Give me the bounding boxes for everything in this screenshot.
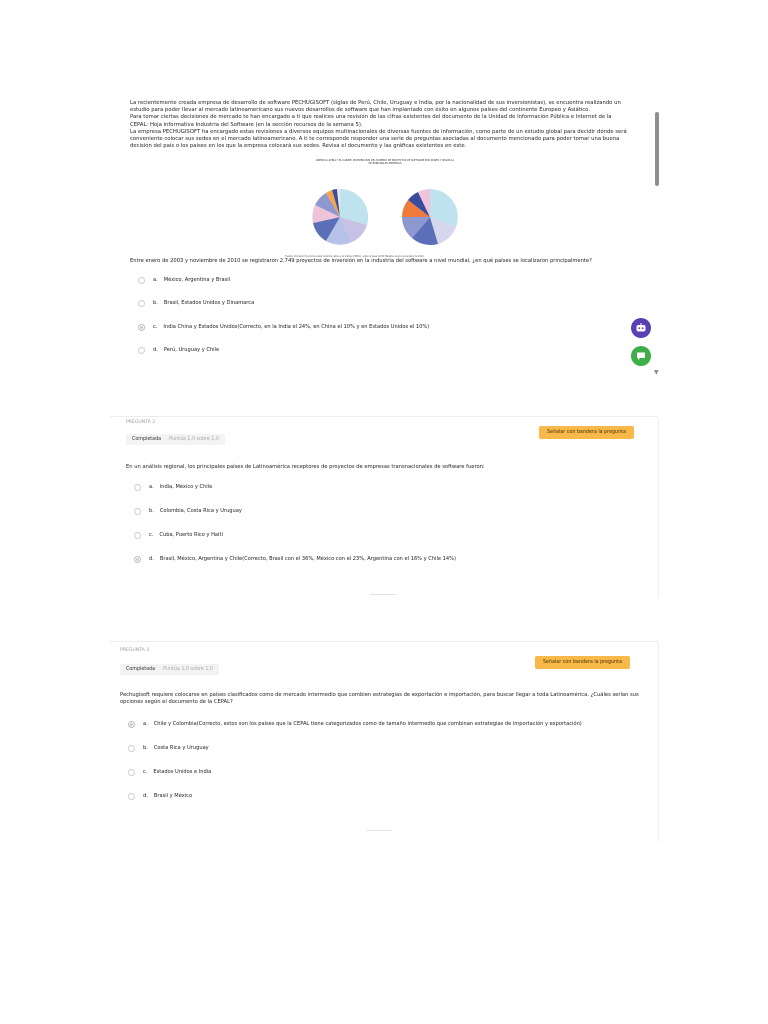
chat-button[interactable] [631,318,651,338]
figure-source: Fuente: Comisión Económica para América Latina y el Caribe (CEPAL), sobre la base de fDi Markets, enero-noviembre de 2010. [285,255,425,258]
option-c[interactable] [134,532,223,539]
points-text: Puntúa 1,0 sobre 1,0 [169,437,219,442]
pie-chart-left [312,189,368,245]
option-d[interactable] [128,793,192,800]
question-1-panel [110,92,658,392]
message-icon [635,350,647,362]
question-number: PREGUNTA 3 [120,648,150,653]
option-a[interactable] [134,484,212,491]
chat-bot-icon [635,322,647,334]
option-text: Brasil, Estados Unidos y Dinamarca [163,300,255,306]
option-c[interactable] [138,324,429,331]
question-3-text: Pechugisoft requiere colocarse en países clasificados como de mercado intermedio que combien estrategias de exportación e importación, para buscar llegar a toda Latinoamérica. ¿Cuáles serían sus opciones según el documento de la CEPAL? [120,692,639,705]
intro-paragraph: Para tomar ciertas decisiones de mercado te han encargado a ti que realices una revisión de las cifras existentes del documento de la Unidad de Información Pública e Internet de la CEPAL: Hoja informativa Industria del Software (en la sección recursos de la semana 5). [130,114,612,128]
radio-button-selected[interactable] [134,556,141,563]
status-text: Completada [126,667,156,672]
question-2-text: En un análisis regional, los principales países de Latinoamérica receptores de proyectos de empresas transnacionales de software fueron: [126,464,485,470]
divider [110,416,658,417]
option-text: Perú, Uruguay y Chile [163,347,220,353]
radio-button[interactable] [128,745,135,752]
option-letter: a. [153,277,158,283]
question-2-panel [110,418,658,598]
option-letter: d. [143,793,148,799]
option-d[interactable] [138,347,219,354]
option-b[interactable] [128,745,209,752]
option-text: India, México y Chile [159,484,213,490]
option-text: Brasil y México [153,793,193,799]
option-b[interactable] [138,300,254,307]
option-text: México, Argentina y Brasil [163,277,231,283]
option-letter: a. [143,721,148,727]
question-1-intro [130,100,628,150]
option-text: Cuba, Puerto Rico y Haití [159,532,223,538]
option-letter: c. [153,324,158,330]
option-letter: b. [153,300,158,306]
pie-charts-figure [285,159,485,259]
pie-charts-svg [285,169,485,259]
option-text: Costa Rica y Uruguay [153,745,209,751]
intro-paragraph: La empresa PECHUGISOFT ha encargado estas revisiones a diversos equipos multinacionales de diversas fuentes de información, como parte de un estudio global para decidir dónde será conveniente colocar sus sedes en el mercado latinoamericano. A ti te corresponde responder una serie de preguntas asociadas al documento mencionado para poder tomar una buena decisión del país o los países en los que la empresa colocará sus sedes. Revisa el documento y las gráficas existentes en este. [130,128,627,150]
flag-question-button[interactable]: Señalar con bandera la pregunta [539,426,634,439]
option-letter: d. [153,347,158,353]
option-text: Brasil, México, Argentina y Chile(Correcto, Brasil con el 36%, México con el 23%, Argentina con el 16% y Chile 14%) [159,556,456,562]
option-text: Chile y Colombia(Correcto, estos son los países que la CEPAL tiene categorizados como de tamaño intermedio que combinan estrategias de importación y exportación) [153,721,582,727]
help-chat-button[interactable] [631,346,651,366]
panel-border [658,642,659,842]
pie-chart-right [402,189,458,245]
radio-button[interactable] [138,300,145,307]
option-letter: b. [143,745,148,751]
status-badge [120,664,219,675]
question-3-panel [110,644,658,844]
figure-title: AMÉRICA LATINA Y EL CARIBE: DISTRIBUCIÓN DEL NÚMERO DE PROYECTOS DE SOFTWARE POR PAÍSES Y SEGÚN LA DE PRINCIPALES EMPRESAS [315,159,455,165]
radio-button[interactable] [134,508,141,515]
option-text: Estados Unidos e India [153,769,212,775]
points-text: Puntúa 1,0 sobre 1,0 [163,667,213,672]
divider [110,641,658,642]
option-c[interactable] [128,769,211,776]
radio-button[interactable] [134,532,141,539]
option-letter: c. [149,532,154,538]
option-a[interactable] [138,277,230,284]
option-letter: d. [149,556,154,562]
question-number: PREGUNTA 2 [126,420,156,425]
option-text: Colombia, Costa Rica y Uruguay [159,508,242,514]
radio-button[interactable] [128,793,135,800]
flag-question-button[interactable]: Señalar con bandera la pregunta [535,656,630,669]
divider [366,830,392,831]
scroll-down-arrow-icon[interactable]: ▼ [654,369,659,376]
radio-button[interactable] [134,484,141,491]
option-b[interactable] [134,508,242,515]
option-letter: a. [149,484,154,490]
intro-paragraph: La recientemente creada empresa de desarrollo de software PECHUGISOFT (siglas de Perú, Chile, Uruguay e India, por la nacionalidad de sus inversionistas), se encuentra realizando un estudio para poder llevar al mercado latinoamericano sus nuevos desarrollos de software que han implantado con éxito en algunos países del continente Europeo y Asiático. [130,100,621,114]
status-text: Completada [132,437,162,442]
radio-button[interactable] [138,347,145,354]
option-d[interactable] [134,556,456,563]
question-1-text: Entre enero de 2003 y noviembre de 2010 se registraron 2,749 proyectos de inversión en la industria del software a nivel mundial, ¿en qué países se localizaron principalmente? [130,258,592,264]
status-badge [126,434,225,445]
radio-button[interactable] [138,277,145,284]
radio-button[interactable] [128,769,135,776]
option-text: India China y Estados Unidos(Correcto, en la India el 24%, en China el 10% y en Estados Unidos el 10%) [163,324,430,330]
option-letter: b. [149,508,154,514]
radio-button-selected[interactable] [138,324,145,331]
option-letter: c. [143,769,148,775]
panel-border [658,418,659,598]
scrollbar-thumb[interactable] [655,112,659,186]
divider [370,594,396,595]
option-a[interactable] [128,721,582,728]
radio-button-selected[interactable] [128,721,135,728]
